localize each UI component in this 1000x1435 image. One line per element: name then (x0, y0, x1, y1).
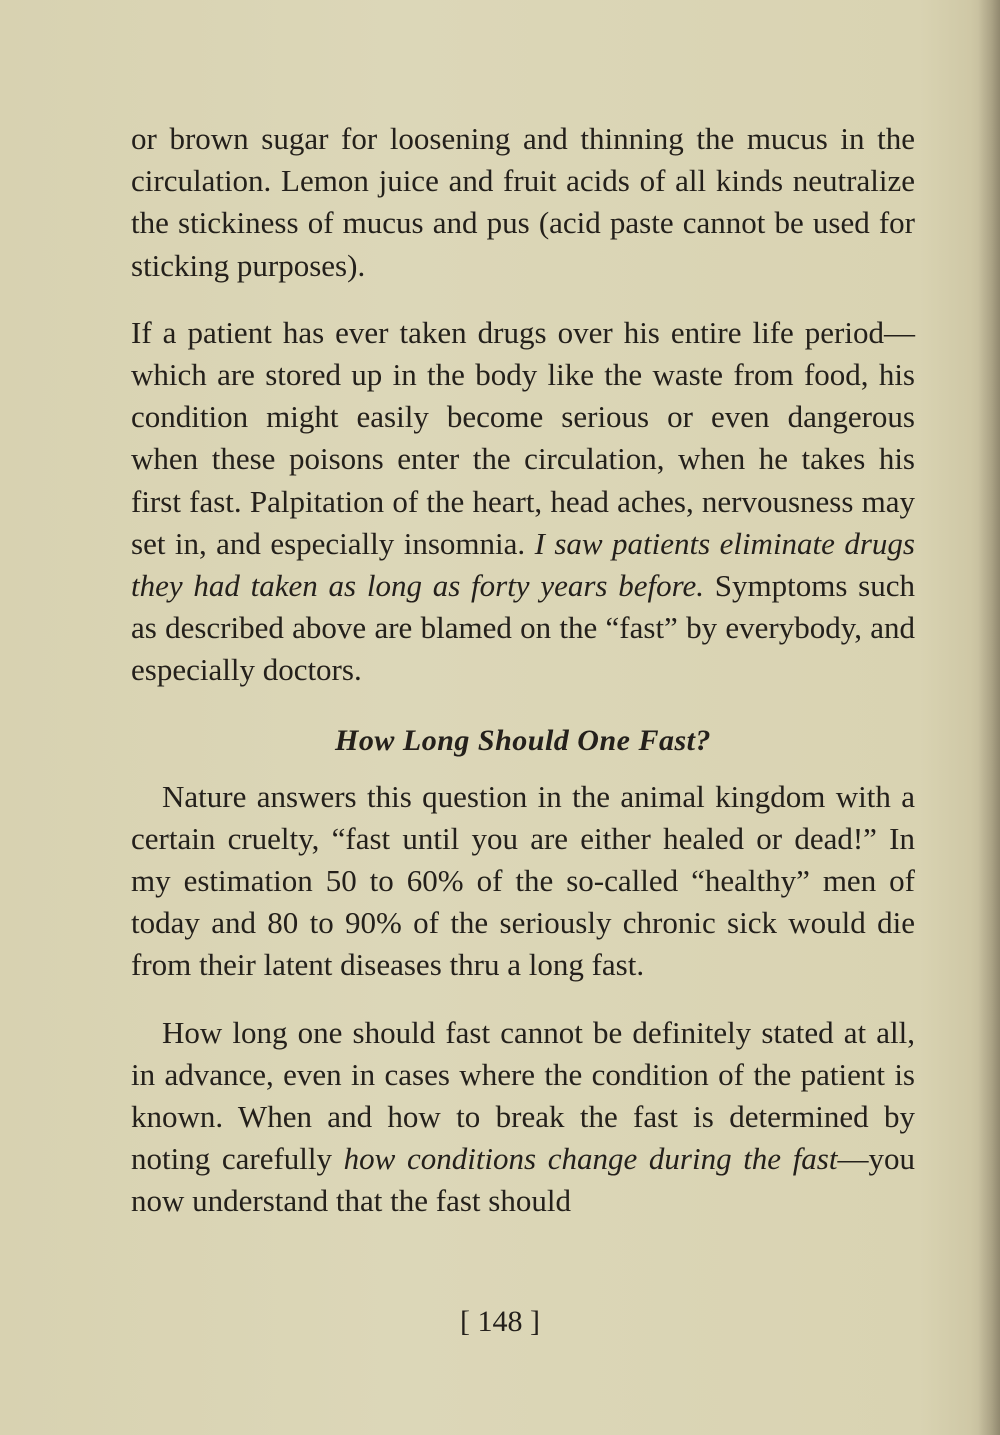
paragraph-2 (131, 312, 915, 692)
section-heading: How Long Should One Fast? (335, 723, 711, 757)
paragraph-2-emphasis: I saw patients eliminate drugs they had taken as long as forty years before. (131, 525, 915, 604)
paragraph-1: or brown sugar for loosening and thinning the mucus in the circulation. Lemon juice and fruit acids of all kinds neutralize the stickiness of mucus and pus (acid paste cannot be used for sticking purposes). (131, 121, 915, 283)
paragraph-2-text-before: If a patient has ever taken drugs over his entire life period—which are stored up in the body like the waste from food, his condition might easily become serious or even dangerous when these poisons enter the circulation, when he takes his first fast. Palpitation of the heart, head aches, nervousness may set in, and especially insomnia. (131, 314, 915, 561)
body-text (131, 118, 915, 1223)
paragraph-2-text-after: Symptoms such as described above are blamed on the “fast” by everybody, and especially doctors. (131, 568, 916, 688)
paragraph-4 (131, 1012, 915, 1223)
paragraph-4-text-before: How long one should fast cannot be definitely stated at all, in advance, even in cases where the condition of the patient is known. When and how to break the fast is determined by noting carefully (131, 1014, 915, 1177)
page-number: [ 148 ] (460, 1305, 540, 1338)
paragraph-4-text-after: —you now understand that the fast should (131, 1141, 915, 1219)
paragraph-4-emphasis: how conditions change during the fast (343, 1141, 838, 1177)
paragraph-3: Nature answers this question in the animal kingdom with a certain cruelty, “fast until you are either healed or dead!” In my estimation 50 to 60% of the so-called “healthy” men of today and 80 to 90% of the seriously chronic sick would die from their latent diseases thru a long fast. (131, 778, 915, 983)
page-edge-shadow (978, 0, 1000, 1435)
